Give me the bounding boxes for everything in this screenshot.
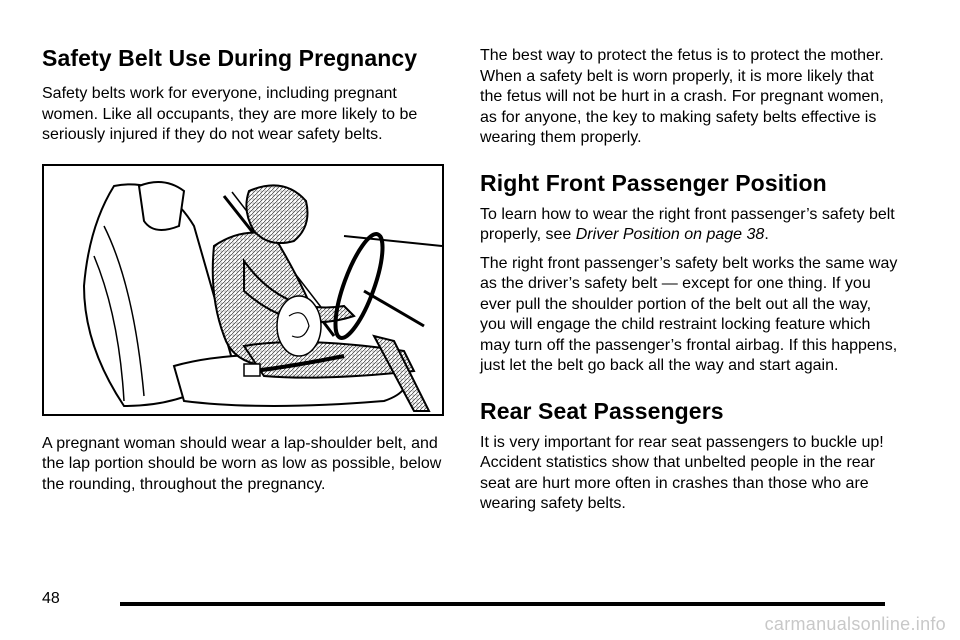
steering-wheel	[326, 229, 392, 343]
paragraph-rear-seat: It is very important for rear seat passengers to buckle up! Accident statistics show that unbelted people in the rear seat are hurt more often in crashes than those who are wearing safety belts.	[480, 433, 884, 512]
paragraph-intro-right: The best way to protect the fetus is to protect the mother. When a safety belt is worn properly, it is more likely that the fetus will not be hurt in a crash. For pregnant women, as for anyone, the key to making safety belts effective is wearing them properly.	[480, 47, 884, 146]
right-column	[480, 46, 900, 515]
buckle	[244, 364, 260, 376]
illustration-svg	[44, 166, 442, 414]
page-number: 48	[42, 590, 60, 607]
fetus-outline	[277, 296, 321, 356]
heading-right-front-passenger: Right Front Passenger Position	[480, 169, 827, 196]
text-prefix: To learn how to wear the right front passenger’s safety belt properly, see	[480, 205, 895, 243]
footer-rule	[120, 602, 885, 606]
heading-rear-seat-passengers: Rear Seat Passengers	[480, 397, 724, 424]
paragraph-right-front-1	[480, 205, 900, 246]
cross-reference-link[interactable]: Driver Position on page 38	[575, 226, 765, 243]
paragraph-right-front-2: The right front passenger’s safety belt works the same way as the driver’s safety belt — except for one thing. If you ever pull the shoulder portion of the belt out all the way, you will engage the child restraint locking feature which may turn off the passenger’s frontal airbag. If this happens, just let the belt go back all the way and start again.	[480, 254, 898, 374]
text-suffix: .	[764, 226, 769, 243]
pregnant-woman-illustration	[42, 164, 444, 416]
paragraph-intro-left: Safety belts work for everyone, including pregnant women. Like all occupants, they are more likely to be seriously injured if they do not wear safety belts.	[42, 85, 418, 143]
left-column	[42, 44, 452, 495]
paragraph-caption: A pregnant woman should wear a lap-shoulder belt, and the lap portion should be worn as low as possible, below the rounding, throughout the pregnancy.	[42, 434, 442, 493]
heading-safety-belt-pregnancy: Safety Belt Use During Pregnancy	[42, 45, 418, 71]
headrest	[139, 182, 184, 230]
watermark: carmanualsonline.info	[764, 614, 946, 634]
